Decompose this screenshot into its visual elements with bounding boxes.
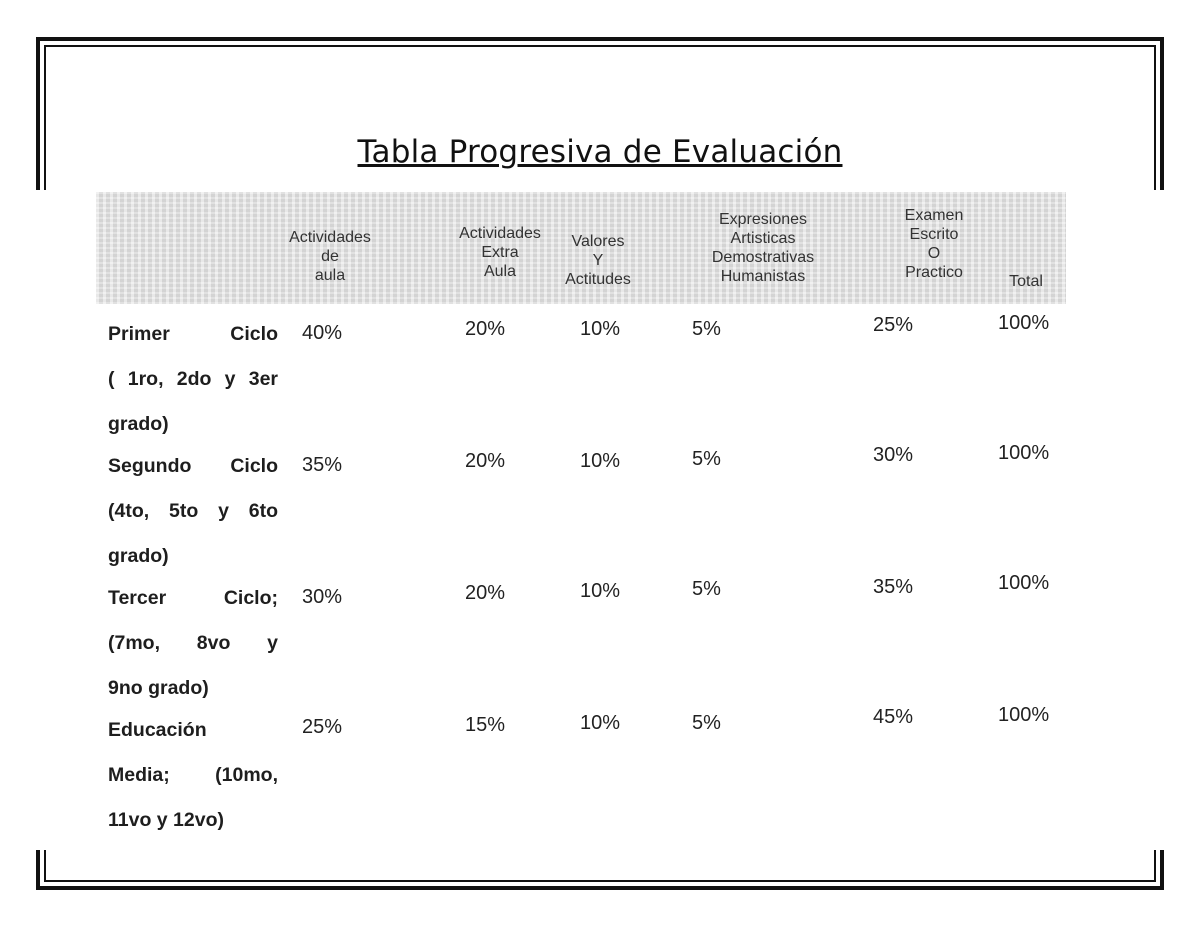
cell-r2-expresiones: 5%	[692, 448, 721, 470]
frame-left-bottom	[36, 850, 40, 890]
frame-right-bottom-inner	[1154, 850, 1156, 882]
cell-r2-actividades-extra: 20%	[465, 450, 506, 472]
cell-r3-total: 100%	[998, 572, 1050, 594]
cell-r4-actividades-aula: 25%	[302, 716, 343, 738]
cell-r3-actividades-aula: 30%	[302, 586, 343, 608]
frame-top-outer	[36, 37, 1164, 41]
row-label-segundo-ciclo: Segundo Ciclo (4to, 5to y 6to grado)	[108, 455, 278, 567]
frame-bottom-inner	[44, 880, 1156, 882]
cell-r4-expresiones: 5%	[692, 712, 721, 734]
cell-r2-examen: 30%	[873, 444, 914, 466]
frame-bottom-outer	[36, 886, 1164, 890]
cell-r1-valores: 10%	[580, 318, 621, 340]
cell-r1-examen: 25%	[873, 314, 914, 336]
cell-r1-actividades-aula: 40%	[302, 322, 343, 344]
cell-r2-valores: 10%	[580, 450, 621, 472]
frame-right-bottom	[1160, 850, 1164, 890]
cell-r4-examen: 45%	[873, 706, 914, 728]
cell-r1-actividades-extra: 20%	[465, 318, 506, 340]
cell-r2-actividades-aula: 35%	[302, 454, 343, 476]
cell-r3-expresiones: 5%	[692, 578, 721, 600]
header-expresiones: Expresiones Artisticas Demostrativas Humanistas	[711, 211, 815, 285]
frame-left-bottom-inner	[44, 850, 46, 882]
cell-r4-valores: 10%	[580, 712, 621, 734]
cell-r2-total: 100%	[998, 442, 1050, 464]
header-actividades-aula: Actividades de aula	[289, 229, 371, 284]
header-actividades-extra: Actividades Extra Aula	[459, 225, 541, 280]
cell-r3-examen: 35%	[873, 576, 914, 598]
cell-r4-total: 100%	[998, 704, 1050, 726]
cell-r1-expresiones: 5%	[692, 318, 721, 340]
cell-r3-actividades-extra: 20%	[465, 582, 506, 604]
cell-r3-valores: 10%	[580, 580, 621, 602]
cell-r4-actividades-extra: 15%	[465, 714, 506, 736]
header-total: Total	[1009, 273, 1043, 290]
header-valores: Valores Y Actitudes	[565, 233, 631, 288]
cell-r1-total: 100%	[998, 312, 1050, 334]
row-label-educacion-media: Educación Media; (10mo, 11vo y 12vo)	[108, 719, 278, 831]
page-title: Tabla Progresiva de Evaluación	[357, 134, 843, 170]
row-label-primer-ciclo: Primer Ciclo ( 1ro, 2do y 3er grado)	[108, 323, 278, 435]
frame-top-inner	[44, 45, 1156, 47]
row-label-tercer-ciclo: Tercer Ciclo; (7mo, 8vo y 9no grado)	[108, 587, 278, 699]
header-examen: Examen Escrito O Practico	[904, 207, 964, 281]
